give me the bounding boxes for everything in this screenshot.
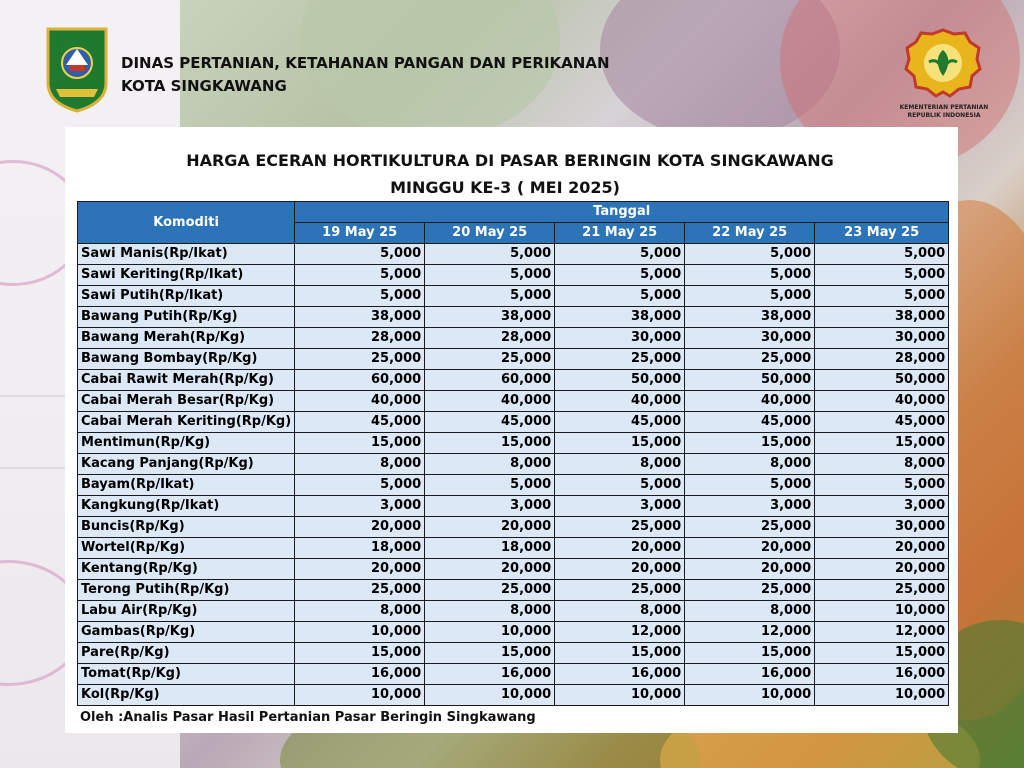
price-cell: 25,000 — [425, 349, 555, 370]
price-cell: 20,000 — [295, 559, 425, 580]
price-cell: 8,000 — [685, 454, 815, 475]
price-cell: 5,000 — [555, 244, 685, 265]
price-cell: 10,000 — [295, 685, 425, 706]
price-cell: 50,000 — [555, 370, 685, 391]
commodity-name: Terong Putih(Rp/Kg) — [78, 580, 295, 601]
column-header-date: 23 May 25 — [815, 223, 949, 244]
price-cell: 3,000 — [425, 496, 555, 517]
price-cell: 20,000 — [295, 517, 425, 538]
price-cell: 8,000 — [555, 454, 685, 475]
commodity-name: Mentimun(Rp/Kg) — [78, 433, 295, 454]
table-row — [78, 454, 949, 475]
price-cell: 10,000 — [815, 601, 949, 622]
price-cell: 25,000 — [815, 580, 949, 601]
table-row — [78, 664, 949, 685]
price-cell: 3,000 — [555, 496, 685, 517]
table-row — [78, 244, 949, 265]
price-cell: 15,000 — [425, 433, 555, 454]
price-cell: 15,000 — [295, 433, 425, 454]
price-cell: 25,000 — [425, 580, 555, 601]
price-cell: 28,000 — [295, 328, 425, 349]
commodity-name: Sawi Putih(Rp/Ikat) — [78, 286, 295, 307]
table-row — [78, 496, 949, 517]
table-row — [78, 412, 949, 433]
commodity-name: Cabai Merah Besar(Rp/Kg) — [78, 391, 295, 412]
table-row — [78, 643, 949, 664]
table-row — [78, 328, 949, 349]
price-cell: 38,000 — [555, 307, 685, 328]
price-cell: 25,000 — [555, 349, 685, 370]
table-row — [78, 475, 949, 496]
price-cell: 8,000 — [295, 454, 425, 475]
price-cell: 20,000 — [685, 559, 815, 580]
price-cell: 15,000 — [815, 643, 949, 664]
price-cell: 20,000 — [425, 517, 555, 538]
price-cell: 40,000 — [815, 391, 949, 412]
price-cell: 28,000 — [815, 349, 949, 370]
table-row — [78, 307, 949, 328]
commodity-name: Wortel(Rp/Kg) — [78, 538, 295, 559]
price-cell: 5,000 — [815, 265, 949, 286]
price-cell: 40,000 — [555, 391, 685, 412]
table-row — [78, 622, 949, 643]
price-cell: 45,000 — [425, 412, 555, 433]
table-row — [78, 265, 949, 286]
commodity-name: Kangkung(Rp/Ikat) — [78, 496, 295, 517]
report-subtitle: MINGGU KE-3 ( MEI 2025) — [390, 178, 620, 197]
commodity-name: Bawang Putih(Rp/Kg) — [78, 307, 295, 328]
price-cell: 5,000 — [425, 265, 555, 286]
price-cell: 16,000 — [555, 664, 685, 685]
price-cell: 5,000 — [555, 286, 685, 307]
commodity-name: Kol(Rp/Kg) — [78, 685, 295, 706]
commodity-name: Cabai Merah Keriting(Rp/Kg) — [78, 412, 295, 433]
table-row — [78, 370, 949, 391]
commodity-name: Gambas(Rp/Kg) — [78, 622, 295, 643]
column-header-date: 19 May 25 — [295, 223, 425, 244]
price-cell: 8,000 — [815, 454, 949, 475]
price-cell: 20,000 — [815, 559, 949, 580]
table-row — [78, 538, 949, 559]
table-row — [78, 601, 949, 622]
price-cell: 15,000 — [555, 433, 685, 454]
commodity-name: Bawang Bombay(Rp/Kg) — [78, 349, 295, 370]
price-cell: 10,000 — [295, 622, 425, 643]
price-cell: 12,000 — [685, 622, 815, 643]
price-cell: 5,000 — [295, 286, 425, 307]
price-cell: 40,000 — [425, 391, 555, 412]
price-table — [77, 201, 949, 706]
column-header-date-group: Tanggal — [295, 202, 949, 223]
table-row — [78, 391, 949, 412]
price-cell: 30,000 — [815, 517, 949, 538]
price-cell: 5,000 — [295, 244, 425, 265]
price-cell: 5,000 — [425, 244, 555, 265]
price-cell: 15,000 — [815, 433, 949, 454]
price-cell: 5,000 — [295, 265, 425, 286]
table-row — [78, 580, 949, 601]
price-cell: 30,000 — [685, 328, 815, 349]
table-row — [78, 517, 949, 538]
price-cell: 10,000 — [425, 622, 555, 643]
price-cell: 10,000 — [555, 685, 685, 706]
price-cell: 5,000 — [425, 475, 555, 496]
price-cell: 3,000 — [685, 496, 815, 517]
price-cell: 5,000 — [685, 265, 815, 286]
price-cell: 5,000 — [555, 475, 685, 496]
price-cell: 16,000 — [815, 664, 949, 685]
organization-name: DINAS PERTANIAN, KETAHANAN PANGAN DAN PERIKANAN — [121, 54, 610, 72]
price-cell: 12,000 — [555, 622, 685, 643]
commodity-name: Buncis(Rp/Kg) — [78, 517, 295, 538]
price-cell: 10,000 — [425, 685, 555, 706]
price-cell: 5,000 — [685, 475, 815, 496]
price-cell: 25,000 — [555, 580, 685, 601]
price-cell: 8,000 — [295, 601, 425, 622]
price-cell: 15,000 — [425, 643, 555, 664]
commodity-name: Kentang(Rp/Kg) — [78, 559, 295, 580]
price-cell: 20,000 — [425, 559, 555, 580]
commodity-name: Kacang Panjang(Rp/Kg) — [78, 454, 295, 475]
price-cell: 30,000 — [555, 328, 685, 349]
commodity-name: Cabai Rawit Merah(Rp/Kg) — [78, 370, 295, 391]
price-cell: 16,000 — [425, 664, 555, 685]
price-cell: 8,000 — [425, 601, 555, 622]
price-cell: 5,000 — [815, 244, 949, 265]
commodity-name: Bayam(Rp/Ikat) — [78, 475, 295, 496]
price-cell: 60,000 — [295, 370, 425, 391]
commodity-name: Labu Air(Rp/Kg) — [78, 601, 295, 622]
price-cell: 15,000 — [295, 643, 425, 664]
price-cell: 20,000 — [685, 538, 815, 559]
table-row — [78, 559, 949, 580]
table-body — [78, 244, 949, 706]
price-cell: 12,000 — [815, 622, 949, 643]
table-row — [78, 685, 949, 706]
price-cell: 25,000 — [555, 517, 685, 538]
price-cell: 3,000 — [295, 496, 425, 517]
price-cell: 20,000 — [555, 559, 685, 580]
report-source: Oleh :Analis Pasar Hasil Pertanian Pasar Beringin Singkawang — [80, 710, 536, 725]
column-header-date: 20 May 25 — [425, 223, 555, 244]
price-cell: 25,000 — [685, 517, 815, 538]
ministry-of-agriculture-emblem-icon — [904, 28, 982, 98]
price-cell: 25,000 — [295, 349, 425, 370]
price-cell: 28,000 — [425, 328, 555, 349]
price-cell: 38,000 — [295, 307, 425, 328]
price-cell: 45,000 — [555, 412, 685, 433]
table-header-row — [78, 202, 949, 223]
price-cell: 10,000 — [815, 685, 949, 706]
price-cell: 38,000 — [815, 307, 949, 328]
price-cell: 38,000 — [685, 307, 815, 328]
table-row — [78, 433, 949, 454]
commodity-name: Tomat(Rp/Kg) — [78, 664, 295, 685]
page-header — [0, 0, 1024, 130]
price-cell: 15,000 — [555, 643, 685, 664]
price-cell: 40,000 — [295, 391, 425, 412]
price-cell: 5,000 — [555, 265, 685, 286]
price-cell: 18,000 — [425, 538, 555, 559]
price-cell: 25,000 — [685, 349, 815, 370]
price-cell: 25,000 — [295, 580, 425, 601]
column-header-date: 22 May 25 — [685, 223, 815, 244]
ministry-name: KEMENTERIAN PERTANIAN — [899, 104, 989, 111]
price-cell: 60,000 — [425, 370, 555, 391]
commodity-name: Pare(Rp/Kg) — [78, 643, 295, 664]
price-cell: 15,000 — [685, 433, 815, 454]
price-cell: 40,000 — [685, 391, 815, 412]
price-cell: 15,000 — [685, 643, 815, 664]
price-cell: 20,000 — [555, 538, 685, 559]
price-cell: 20,000 — [815, 538, 949, 559]
price-cell: 5,000 — [815, 475, 949, 496]
price-cell: 8,000 — [555, 601, 685, 622]
price-cell: 45,000 — [295, 412, 425, 433]
price-cell: 5,000 — [295, 475, 425, 496]
price-cell: 16,000 — [295, 664, 425, 685]
price-cell: 38,000 — [425, 307, 555, 328]
commodity-name: Bawang Merah(Rp/Kg) — [78, 328, 295, 349]
price-cell: 25,000 — [685, 580, 815, 601]
table-row — [78, 286, 949, 307]
ministry-country: REPUBLIK INDONESIA — [907, 112, 981, 119]
price-cell: 8,000 — [425, 454, 555, 475]
price-cell: 18,000 — [295, 538, 425, 559]
commodity-name: Sawi Keriting(Rp/Ikat) — [78, 265, 295, 286]
price-cell: 3,000 — [815, 496, 949, 517]
price-cell: 5,000 — [685, 244, 815, 265]
report-title: HARGA ECERAN HORTIKULTURA DI PASAR BERINGIN KOTA SINGKAWANG — [186, 151, 834, 170]
price-cell: 45,000 — [815, 412, 949, 433]
price-cell: 5,000 — [815, 286, 949, 307]
price-cell: 50,000 — [815, 370, 949, 391]
commodity-name: Sawi Manis(Rp/Ikat) — [78, 244, 295, 265]
singkawang-city-emblem-icon — [44, 25, 110, 113]
table-row — [78, 349, 949, 370]
price-cell: 10,000 — [685, 685, 815, 706]
price-cell: 30,000 — [815, 328, 949, 349]
price-cell: 5,000 — [685, 286, 815, 307]
price-cell: 50,000 — [685, 370, 815, 391]
column-header-date: 21 May 25 — [555, 223, 685, 244]
price-cell: 16,000 — [685, 664, 815, 685]
price-cell: 5,000 — [425, 286, 555, 307]
organization-city: KOTA SINGKAWANG — [121, 77, 287, 95]
column-header-commodity: Komoditi — [78, 202, 295, 244]
price-cell: 8,000 — [685, 601, 815, 622]
price-cell: 45,000 — [685, 412, 815, 433]
